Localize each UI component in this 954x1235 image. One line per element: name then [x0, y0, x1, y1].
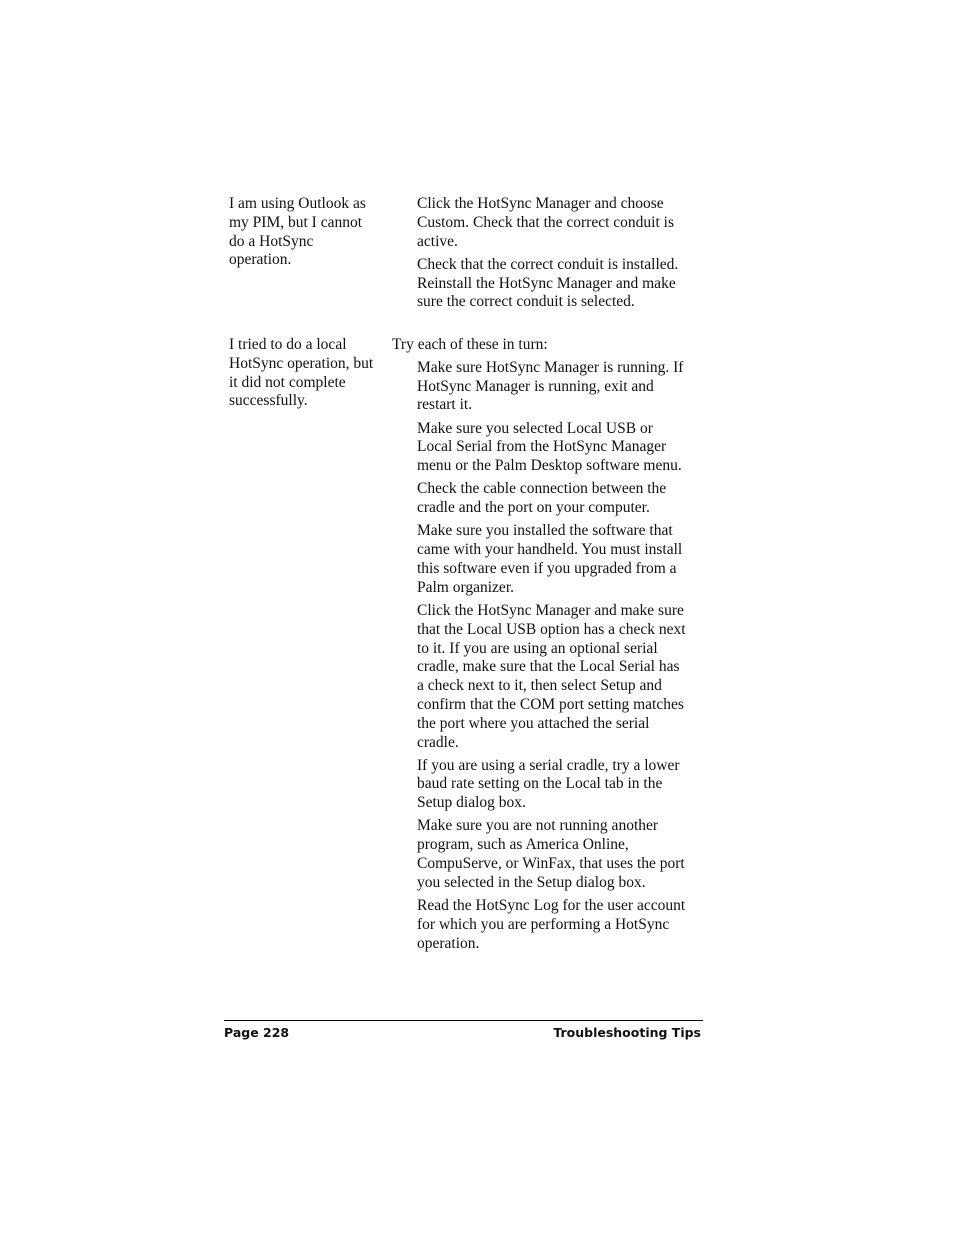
solution-list: [392, 336, 692, 958]
solution-item: Check that the correct conduit is installed. Reinstall the HotSync Manager and make sure the correct conduit is selected.: [417, 255, 679, 311]
problem-text: I tried to do a local HotSync operation, but it did not complete successfully.: [229, 336, 374, 410]
page-number: Page 228: [224, 1025, 290, 1040]
solution-item: Check the cable connection between the cradle and the port on your computer.: [417, 480, 667, 517]
solution-item: Make sure you selected Local USB or Local Serial from the HotSync Manager menu or the Palm Desktop software menu.: [417, 419, 682, 475]
solution-item: If you are using a serial cradle, try a lower baud rate setting on the Local tab in the Setup dialog box.: [417, 756, 680, 812]
solution-item: Click the HotSync Manager and choose Custom. Check that the correct conduit is active.: [417, 195, 674, 250]
solution-item: Read the HotSync Log for the user account for which you are performing a HotSync operation.: [417, 897, 686, 952]
solution-list: [392, 195, 692, 317]
solution-item: Make sure HotSync Manager is running. If HotSync Manager is running, exit and restart it.: [417, 358, 684, 414]
solution-intro: Try each of these in turn:: [392, 336, 548, 353]
section-title: Troubleshooting Tips: [553, 1025, 701, 1040]
problem-text: I am using Outlook as my PIM, but I cannot do a HotSync operation.: [229, 195, 366, 269]
solution-item: Click the HotSync Manager and make sure that the Local USB option has a check next to it. If you are using an optional serial cradle, make sure that the Local Serial has a check next to it, then select Setup and confirm that the COM port setting matches the port where you attached the serial cradle.: [417, 601, 686, 751]
footer-divider: [224, 1020, 703, 1021]
solution-item: Make sure you installed the software that came with your handheld. You must install this software even if you upgraded from a Palm organizer.: [417, 522, 683, 596]
solution-item: Make sure you are not running another program, such as America Online, CompuServe, or WinFax, that uses the port you selected in the Setup dialog box.: [417, 817, 685, 891]
